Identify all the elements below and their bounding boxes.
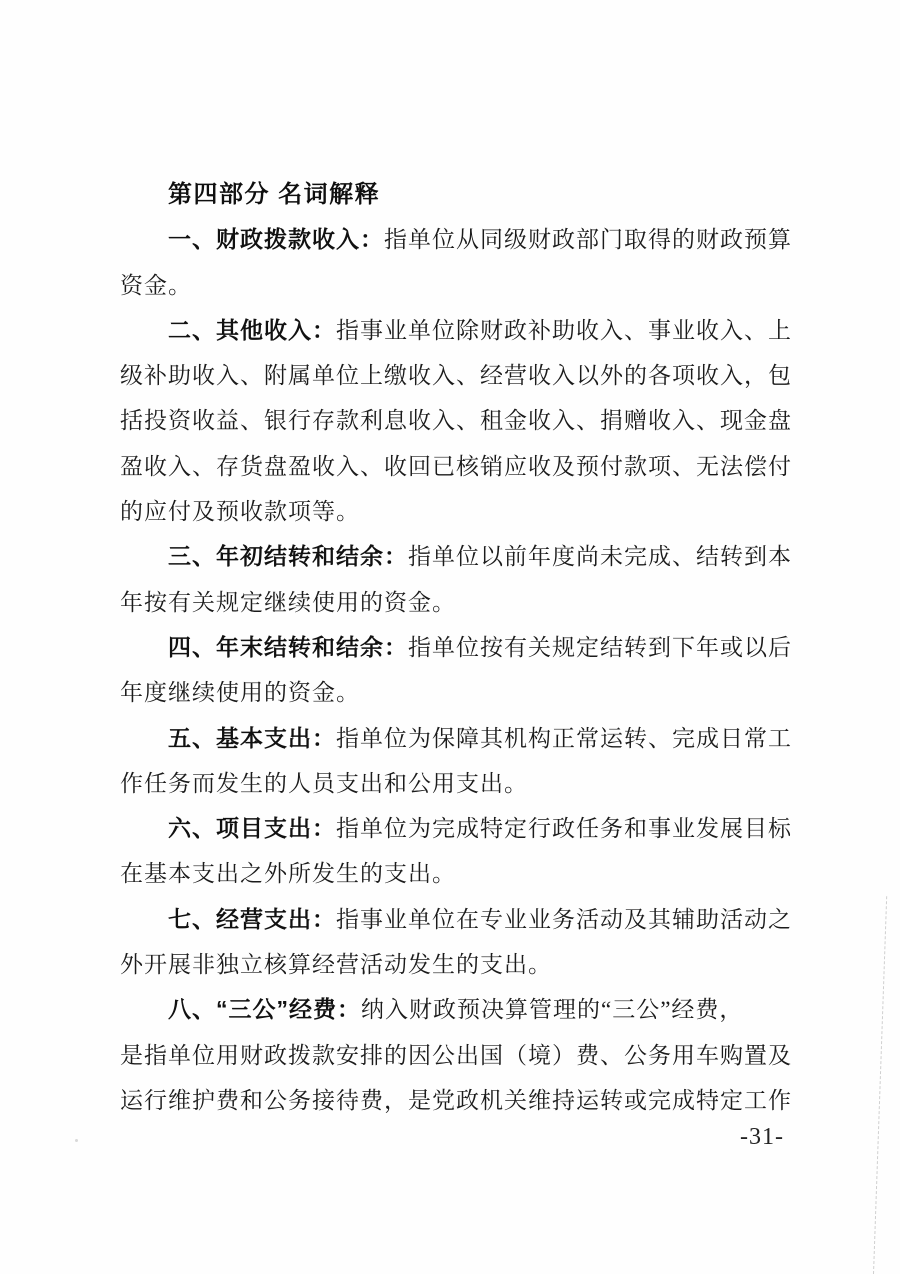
- paragraph-2-line-2: 级补助收入、附属单位上缴收入、经营收入以外的各项收入，包: [120, 363, 792, 389]
- paragraph-5-line-1: [120, 716, 796, 761]
- paragraph-2-line-1: [120, 308, 796, 353]
- term-definition-start: 指单位以前年度尚未完成、结转到本: [408, 544, 792, 570]
- paragraph-indent: [120, 745, 168, 746]
- term-definition-start: 纳入财政预决算管理的“三公”经费，: [361, 997, 744, 1023]
- term-label: 二、其他收入：: [168, 316, 336, 343]
- term-label: 五、基本支出：: [168, 724, 336, 751]
- term-definition-start: 指单位从同级财政部门取得的财政预算: [384, 227, 792, 253]
- term-label: 四、年末结转和结余：: [168, 633, 408, 660]
- paragraph-7-line-2: 外开展非独立核算经营活动发生的支出。: [120, 952, 552, 978]
- paragraph-8-line-3: 运行维护费和公务接待费，是党政机关维持运转或完成特定工作: [120, 1087, 792, 1113]
- scan-artifact-dashed-line: [873, 896, 887, 1274]
- paragraph-indent: [120, 1016, 168, 1017]
- paragraph-1-line-1: [120, 217, 796, 262]
- term-label: 一、财政拨款收入：: [168, 226, 384, 253]
- paragraph-4-line-2: 年度继续使用的资金。: [120, 680, 360, 706]
- paragraph-6-line-2: 在基本支出之外所发生的支出。: [120, 861, 456, 887]
- paragraph-8-line-2: 是指单位用财政拨款安排的因公出国（境）费、公务用车购置及: [120, 1042, 792, 1068]
- paragraph-3-line-2: 年按有关规定继续使用的资金。: [120, 589, 456, 615]
- term-label: 三、年初结转和结余：: [168, 543, 408, 570]
- term-label: 八、“三公”经费：: [168, 996, 361, 1023]
- term-definition-start: 指单位为保障其机构正常运转、完成日常工: [336, 725, 792, 751]
- paragraph-7-line-1: [120, 897, 796, 942]
- paragraph-indent: [120, 654, 168, 655]
- paragraph-indent: [120, 337, 168, 338]
- paragraph-1-line-2: 资金。: [120, 272, 192, 298]
- term-label: 七、经营支出：: [168, 905, 336, 932]
- paragraph-indent: [120, 563, 168, 564]
- paragraph-indent: [120, 246, 168, 247]
- term-definition-start: 指事业单位在专业业务活动及其辅助活动之: [336, 906, 792, 932]
- term-definition-start: 指单位为完成特定行政任务和事业发展目标: [336, 816, 792, 842]
- heading-indent: [120, 201, 168, 202]
- paragraph-3-line-1: [120, 534, 796, 579]
- paragraph-indent: [120, 926, 168, 927]
- text-block: [120, 172, 796, 1123]
- paragraph-2-line-4: 盈收入、存货盘盈收入、收回已核销应收及预付款项、无法偿付: [120, 453, 792, 479]
- paragraph-8-line-1: [120, 987, 796, 1032]
- scan-artifact-dot: [75, 1139, 78, 1142]
- paragraph-2-line-3: 括投资收益、银行存款利息收入、租金收入、捐赠收入、现金盘: [120, 408, 792, 434]
- paragraph-4-line-1: [120, 625, 796, 670]
- term-definition-start: 指单位按有关规定结转到下年或以后: [408, 634, 792, 660]
- term-definition-start: 指事业单位除财政补助收入、事业收入、上: [336, 317, 792, 343]
- section-heading: 第四部分 名词解释: [120, 172, 796, 217]
- paragraph-indent: [120, 835, 168, 836]
- paragraph-2-line-5: 的应付及预收款项等。: [120, 499, 360, 525]
- paragraph-5-line-2: 作任务而发生的人员支出和公用支出。: [120, 770, 528, 796]
- term-label: 六、项目支出：: [168, 815, 336, 842]
- page-number: -31-: [740, 1124, 784, 1150]
- paragraph-6-line-1: [120, 806, 796, 851]
